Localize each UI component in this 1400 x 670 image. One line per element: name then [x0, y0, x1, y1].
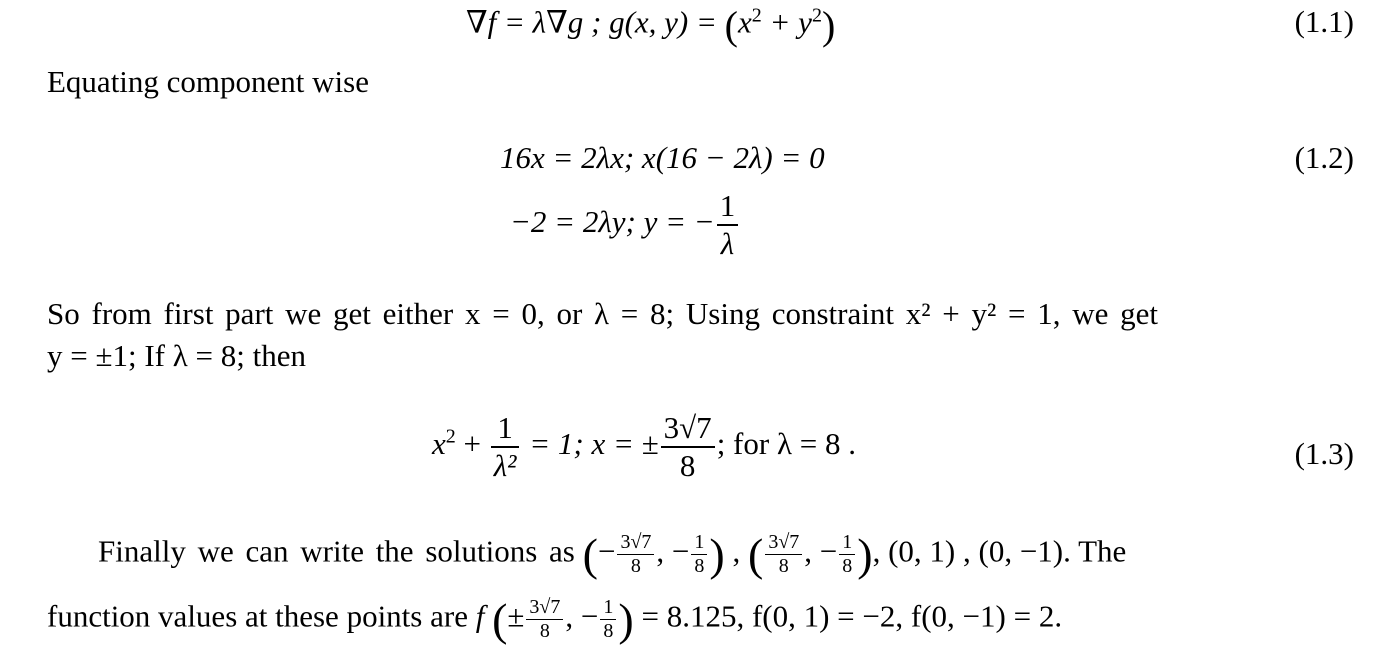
eq3-frac-num: 1 [491, 410, 520, 448]
equation-1-2-row-2 [510, 188, 740, 261]
eq1-open-paren: ( [724, 3, 738, 48]
finally-lead: Finally we can write the solutions as [98, 533, 575, 569]
equation-1-2-row-1 [500, 140, 825, 176]
fv-sep: , − [565, 598, 599, 634]
fv-close: ) [618, 594, 634, 645]
eq2-frac-den: λ [720, 225, 735, 261]
eq1-x: x [737, 4, 752, 40]
eq2-frac-num: 1 [717, 188, 739, 226]
sol1-den2: 8 [694, 555, 705, 577]
equation-number-1-2: (1.2) [1294, 140, 1354, 175]
eq3-exp: 2 [445, 425, 456, 448]
eq3-fraction-1 [491, 410, 520, 483]
sol2-close: ) [857, 529, 873, 580]
paragraph-first-part-line-2: y = ±1; If λ = 8; then [47, 338, 307, 373]
function-values-tail: = 8.125, f(0, 1) = −2, f(0, −1) = 2. [633, 598, 1063, 634]
finally-tail: , (0, 1) , (0, −1). The [872, 533, 1127, 569]
sol2-frac-1 [765, 531, 802, 578]
eq3-root-den: 8 [679, 447, 696, 483]
sol2-den: 8 [778, 555, 789, 577]
eq1-close-paren: ) [821, 3, 836, 48]
eq2-row2-left: −2 = 2λy; y = − [510, 203, 715, 239]
equation-1-1 [466, 2, 835, 49]
sol1-den: 8 [630, 555, 641, 577]
fv-frac-2 [600, 596, 616, 643]
paragraph-finally-line-1 [98, 528, 1126, 581]
fv-f: f [475, 598, 485, 634]
eq3-tail: ; for λ = 8 . [716, 425, 856, 461]
eq3-root-coeff: 3√7 [661, 410, 715, 448]
fv-den: 8 [539, 620, 550, 642]
sol1-frac-2 [691, 531, 707, 578]
paragraph-finally-line-2 [47, 593, 1062, 646]
sol2-num: 3√7 [765, 531, 802, 555]
paragraph-equating: Equating component wise [47, 64, 369, 99]
fv-frac-1 [526, 596, 563, 643]
function-values-lead: function values at these points are [47, 598, 468, 634]
eq1-exp-y: 2 [811, 4, 822, 27]
sol1-minus: − [597, 533, 616, 569]
sol2-frac-2 [839, 531, 855, 578]
sol2-open: ( [747, 529, 764, 580]
sol1-num2: 1 [691, 531, 707, 555]
eq1-left: ∇f = λ∇g ; g(x, y) = [466, 4, 725, 40]
fv-num: 3√7 [526, 596, 563, 620]
sol1-num: 3√7 [617, 531, 654, 555]
equation-1-3 [432, 410, 856, 483]
eq3-fraction-2 [661, 410, 715, 483]
equation-number-1-1: (1.1) [1294, 4, 1354, 39]
sol1-open: ( [582, 529, 598, 580]
eq1-exp-x: 2 [751, 4, 762, 27]
sol1-sep: , − [656, 533, 690, 569]
eq1-plus-y: + y [761, 4, 812, 40]
eq3-plus: + [455, 425, 489, 461]
fv-den2: 8 [603, 620, 614, 642]
eq3-mid: = 1; x = ± [521, 425, 659, 461]
sol2-den2: 8 [842, 555, 853, 577]
fv-open: ( [492, 594, 508, 645]
eq2-row1: 16x = 2λx; x(16 − 2λ) = 0 [500, 140, 825, 175]
eq2-fraction [717, 188, 739, 261]
fv-num2: 1 [600, 596, 616, 620]
equation-number-1-3: (1.3) [1294, 436, 1354, 471]
sol2-num2: 1 [839, 531, 855, 555]
eq3-frac-den: λ² [493, 447, 517, 483]
sol2-sep: , − [804, 533, 838, 569]
sol1-frac-1 [617, 531, 654, 578]
fv-pm: ± [507, 598, 525, 634]
sol-comma: , [724, 533, 748, 569]
sol1-close: ) [709, 529, 725, 580]
paragraph-first-part-line-1: So from first part we get either x = 0, or λ = 8; Using constraint x² + y² = 1, we get [47, 296, 1159, 331]
eq3-x: x [432, 425, 446, 461]
